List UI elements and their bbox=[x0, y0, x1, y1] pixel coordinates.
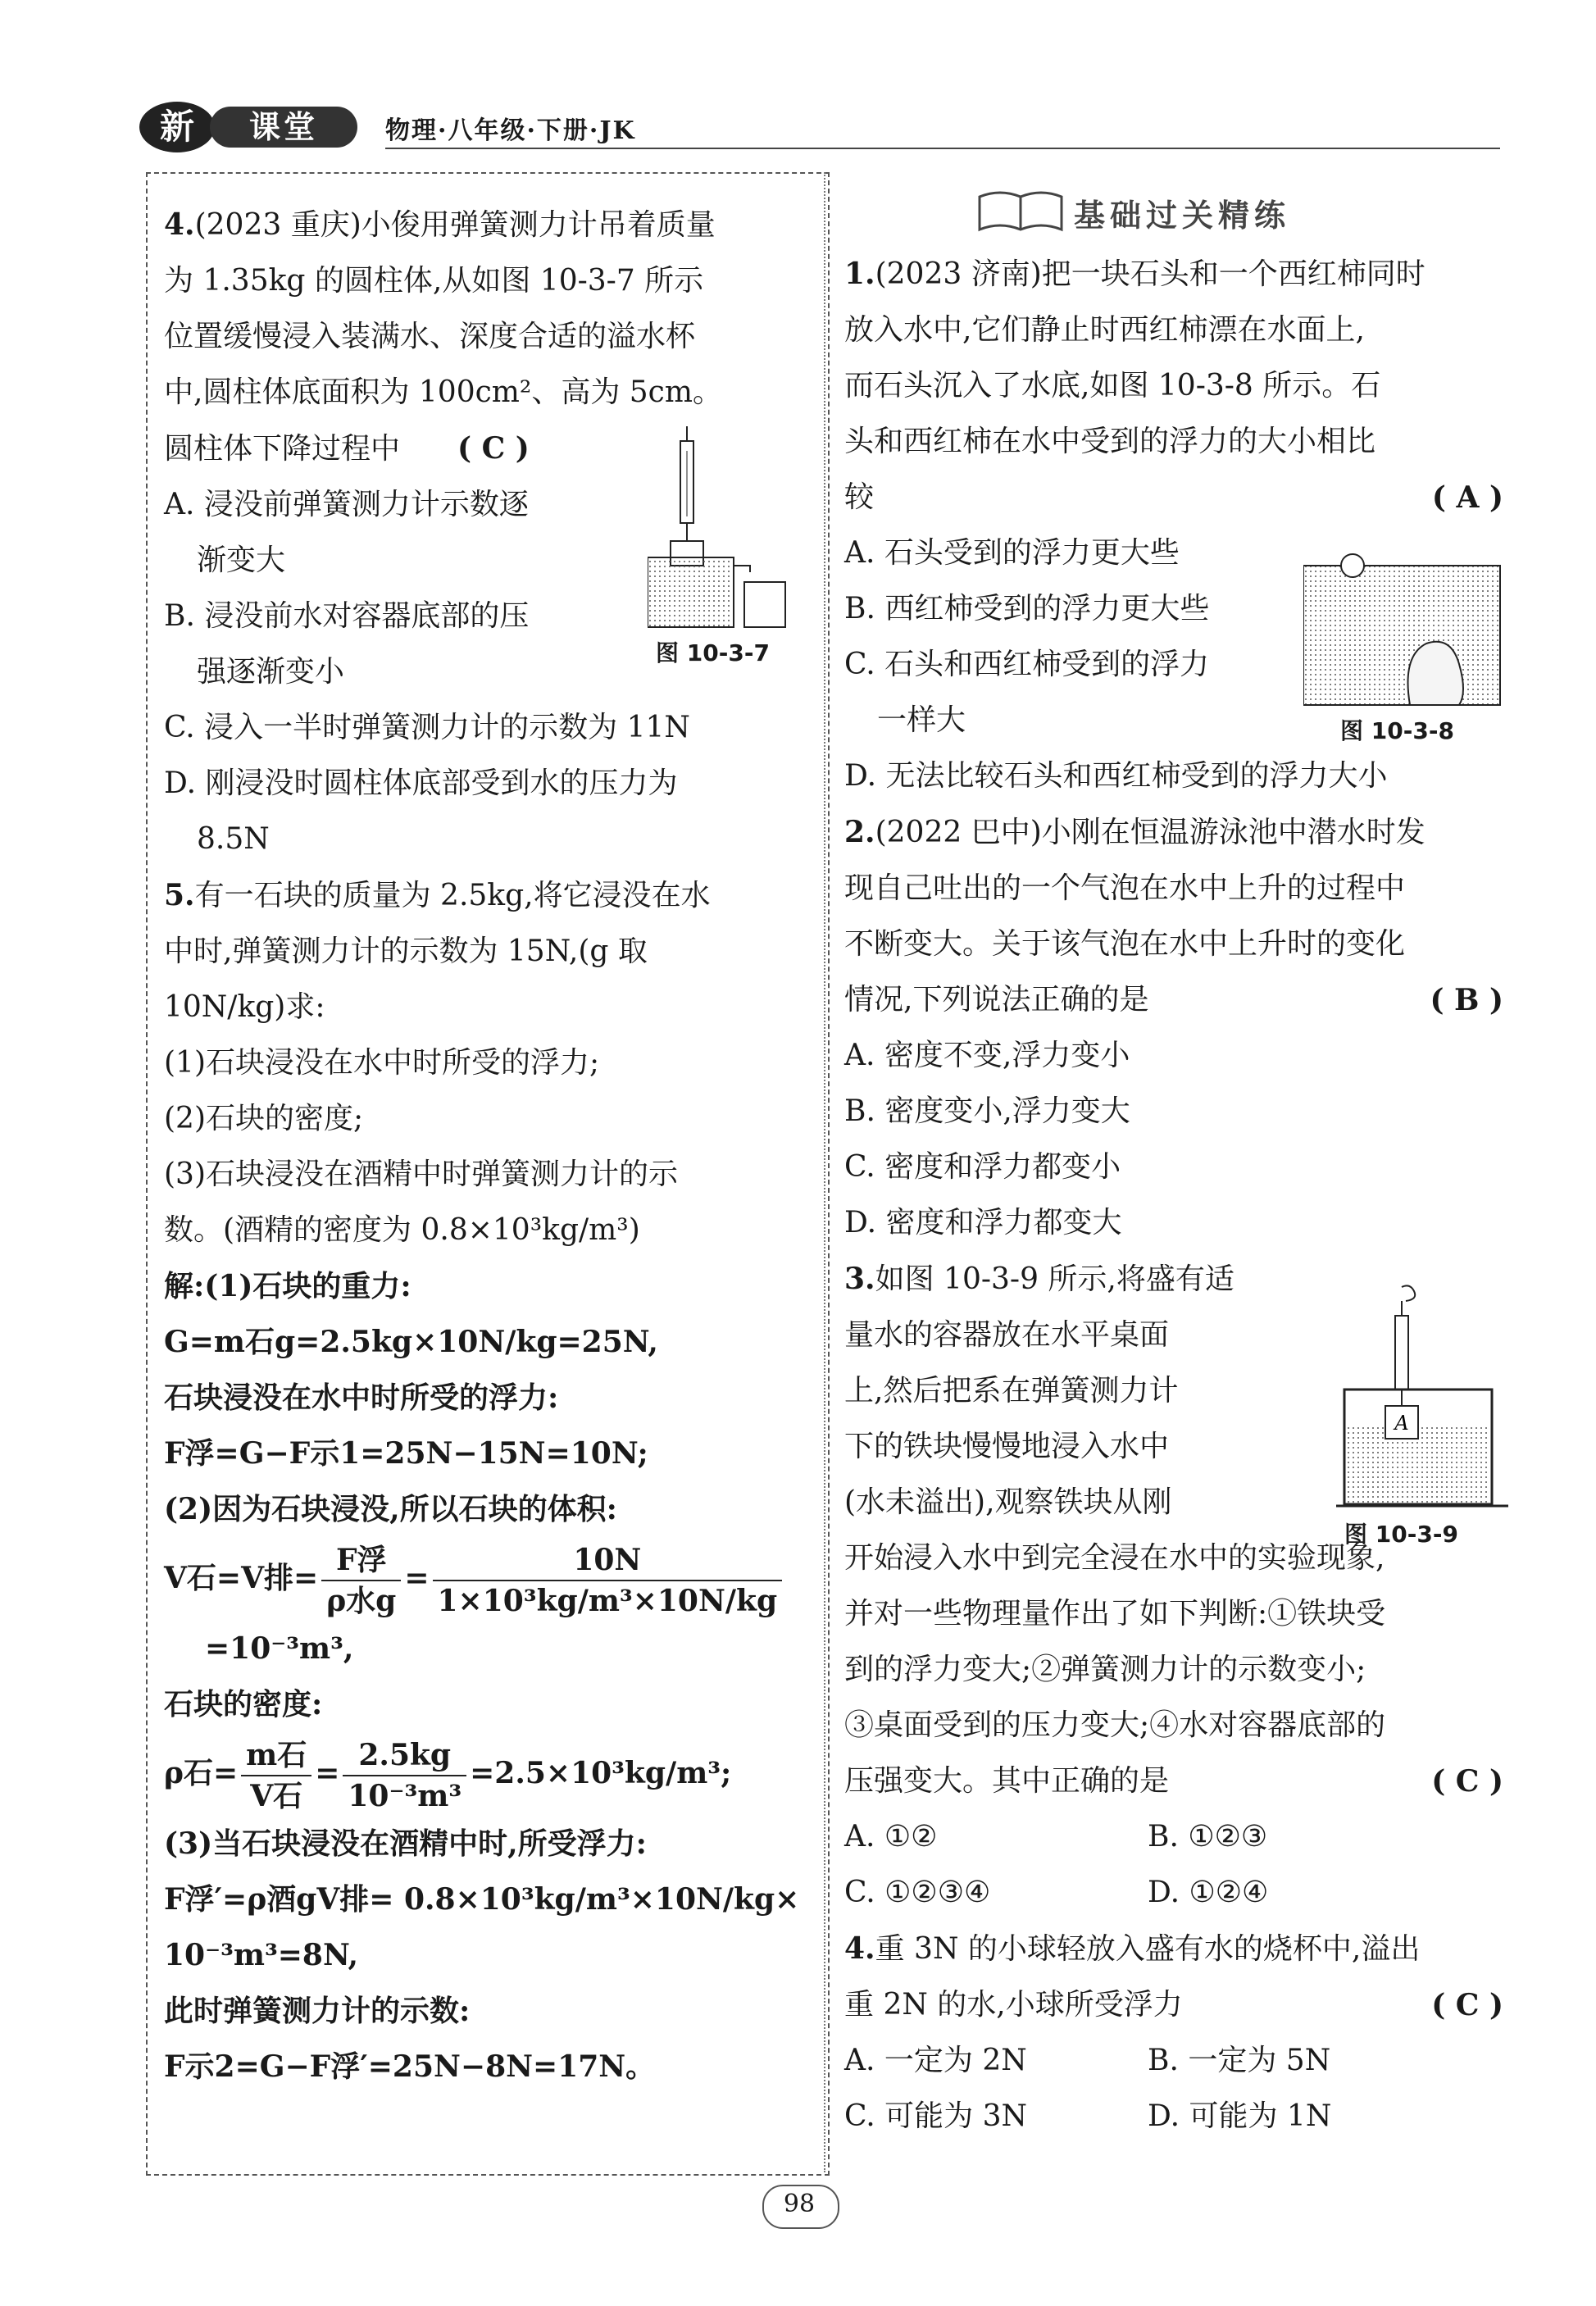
solution-volume-equation bbox=[164, 1537, 812, 1621]
denominator: ρ水g bbox=[326, 1584, 397, 1618]
figure-caption: 图 10-3-7 bbox=[656, 639, 770, 666]
question-text: 头和西红柿在水中受到的浮力的大小相比 bbox=[844, 425, 1376, 458]
answer: ( C ) bbox=[1431, 1764, 1503, 1799]
equals-sign: = bbox=[315, 1756, 340, 1790]
numerator: 10N bbox=[433, 1540, 783, 1581]
option-d: D. 无法比较石头和西红柿受到的浮力大小 bbox=[844, 759, 1388, 793]
question-text: 位置缓慢浸入装满水、深度合适的溢水杯 bbox=[164, 320, 696, 353]
fraction bbox=[321, 1540, 401, 1621]
denominator: V石 bbox=[250, 1779, 303, 1813]
logo-badge: 新 bbox=[139, 102, 215, 152]
question-text: 并对一些物理量作出了如下判断:①铁块受 bbox=[844, 1597, 1386, 1631]
question-text: 较 bbox=[844, 480, 875, 514]
question-text: 量水的容器放在水平桌面 bbox=[844, 1318, 1170, 1352]
solution-line: F示2=G−F浮′=25N−8N=17N。 bbox=[164, 2049, 656, 2084]
option-c: C. ①②③④ bbox=[844, 1876, 991, 1909]
solution-line: (2)因为石块浸没,所以石块的体积: bbox=[164, 1492, 617, 1526]
question-text: 为 1.35kg 的圆柱体,从如图 10-3-7 所示 bbox=[164, 264, 704, 298]
section-title bbox=[975, 185, 1402, 234]
question-text: 10N/kg)求: bbox=[164, 990, 325, 1024]
question-text: ③桌面受到的压力变大;④水对容器底部的 bbox=[844, 1708, 1386, 1742]
denominator: 1×10³kg/m³×10N/kg bbox=[437, 1584, 778, 1618]
question-text: 下的铁块慢慢地浸入水中 bbox=[844, 1430, 1170, 1463]
question-text: 圆柱体下降过程中 bbox=[164, 432, 401, 466]
answer: ( B ) bbox=[1430, 983, 1503, 1017]
figure-label-a: A bbox=[1394, 1412, 1409, 1435]
question-text: 开始浸入水中到完全浸在水中的实验现象, bbox=[844, 1541, 1385, 1575]
option-b: B. 密度变小,浮力变大 bbox=[844, 1094, 1130, 1128]
equation-left: ρ石= bbox=[164, 1756, 239, 1790]
figure-10-3-7 bbox=[648, 426, 812, 672]
header-rule bbox=[385, 148, 1500, 149]
solution-line: 此时弹簧测力计的示数: bbox=[164, 1994, 471, 2028]
fraction bbox=[433, 1540, 783, 1621]
option-d: D. ①②④ bbox=[1148, 1876, 1269, 1909]
question-text: (3)石块浸没在酒精中时弹簧测力计的示 bbox=[164, 1158, 678, 1191]
page-header bbox=[139, 98, 1500, 156]
question-5 bbox=[164, 867, 812, 2095]
answer: ( A ) bbox=[1431, 480, 1503, 515]
page-number bbox=[762, 2185, 836, 2231]
logo-text: 课堂 bbox=[210, 107, 357, 148]
numerator: 2.5kg bbox=[343, 1735, 466, 1776]
question-text: 重 3N 的小球轻放入盛有水的烧杯中,溢出 bbox=[875, 1932, 1421, 1966]
question-text: 如图 10-3-9 所示,将盛有适 bbox=[875, 1262, 1235, 1296]
question-text: (2022 巴中)小刚在恒温游泳池中潜水时发 bbox=[875, 816, 1425, 849]
question-text: (2023 济南)把一块石头和一个西红柿同时 bbox=[875, 257, 1425, 291]
question-number: 2. bbox=[844, 815, 875, 849]
solution bbox=[164, 1258, 812, 2095]
figure-10-3-9 bbox=[1336, 1283, 1508, 1562]
option-c: C. 可能为 3N bbox=[844, 2099, 1027, 2133]
option-a: A. 浸没前弹簧测力计示数逐 bbox=[164, 488, 529, 521]
option-a: A. 石头受到的浮力更大些 bbox=[844, 536, 1180, 570]
question-text: 现自己吐出的一个气泡在水中上升的过程中 bbox=[844, 871, 1406, 905]
open-book-icon bbox=[975, 189, 1066, 233]
option-a: A. 一定为 2N bbox=[844, 2044, 1027, 2077]
equation-left: V石=V排= bbox=[164, 1561, 319, 1595]
question-text: (1)石块浸没在水中时所受的浮力; bbox=[164, 1046, 600, 1080]
question-number: 1. bbox=[844, 257, 875, 291]
solution-line: 石块的密度: bbox=[164, 1687, 323, 1722]
question-2 bbox=[844, 804, 1508, 1251]
option-d: D. 密度和浮力都变大 bbox=[844, 1206, 1122, 1239]
question-text: 数。(酒精的密度为 0.8×10³kg/m³) bbox=[164, 1213, 640, 1247]
denominator: 10⁻³m³ bbox=[348, 1779, 462, 1813]
option-d: D. 可能为 1N bbox=[1148, 2099, 1332, 2133]
answer: ( C ) bbox=[1431, 1988, 1503, 2022]
question-text: (2)石块的密度; bbox=[164, 1102, 364, 1135]
question-number: 5. bbox=[164, 878, 195, 912]
solution-line: 解:(1)石块的重力: bbox=[164, 1269, 412, 1303]
figure-caption: 图 10-3-8 bbox=[1340, 717, 1454, 744]
option-c: C. 密度和浮力都变小 bbox=[844, 1150, 1121, 1184]
answer: ( C ) bbox=[457, 431, 530, 466]
question-text: (水未溢出),观察铁块从刚 bbox=[844, 1485, 1172, 1519]
option-a: A. ①② bbox=[844, 1820, 938, 1853]
question-text: 而石头沉入了水底,如图 10-3-8 所示。石 bbox=[844, 369, 1381, 403]
numerator: F浮 bbox=[321, 1540, 401, 1581]
solution-line: G=m石g=2.5kg×10N/kg=25N, bbox=[164, 1325, 658, 1359]
option-d: D. 刚浸没时圆柱体底部受到水的压力为 bbox=[164, 766, 678, 800]
option-b: B. ①②③ bbox=[1148, 1820, 1268, 1853]
question-text: 压强变大。其中正确的是 bbox=[844, 1764, 1170, 1798]
question-text: 中时,弹簧测力计的示数为 15N,(g 取 bbox=[164, 935, 648, 968]
column-divider bbox=[824, 172, 825, 2172]
question-text: 到的浮力变大;②弹簧测力计的示数变小; bbox=[844, 1653, 1366, 1686]
option-c: C. 石头和西红柿受到的浮力 bbox=[844, 648, 1210, 681]
option-b-cont: 强逐渐变小 bbox=[197, 655, 345, 689]
right-column bbox=[844, 246, 1508, 2145]
solution-line: (3)当石块浸没在酒精中时,所受浮力: bbox=[164, 1826, 647, 1861]
numerator: m石 bbox=[241, 1735, 311, 1776]
option-b: B. 一定为 5N bbox=[1148, 2044, 1331, 2077]
question-text: (2023 重庆)小俊用弹簧测力计吊着质量 bbox=[194, 208, 716, 242]
fraction bbox=[241, 1735, 311, 1816]
question-text: 有一石块的质量为 2.5kg,将它浸没在水 bbox=[194, 879, 711, 912]
question-text: 不断变大。关于该气泡在水中上升时的变化 bbox=[844, 927, 1406, 961]
option-a-cont: 渐变大 bbox=[197, 544, 286, 577]
option-d-cont: 8.5N bbox=[197, 822, 270, 856]
question-number: 3. bbox=[844, 1262, 875, 1296]
equation-right: =2.5×10³kg/m³; bbox=[470, 1756, 732, 1790]
question-text: 放入水中,它们静止时西红柿漂在水面上, bbox=[844, 313, 1365, 347]
stone-tomato-in-water-diagram bbox=[1303, 549, 1508, 713]
solution-line: F浮′=ρ酒gV排= 0.8×10³kg/m³×10N/kg× bbox=[164, 1882, 800, 1917]
option-a: A. 密度不变,浮力变小 bbox=[844, 1039, 1130, 1072]
question-number: 4. bbox=[164, 207, 195, 242]
book-subtitle: 物理·八年级·下册·JK bbox=[385, 116, 636, 145]
solution-line: 10⁻³m³=8N, bbox=[164, 1938, 359, 1972]
option-b: B. 浸没前水对容器底部的压 bbox=[164, 599, 530, 633]
solution-density-equation bbox=[164, 1732, 812, 1816]
spring-scale-overflow-cup-diagram bbox=[648, 426, 812, 631]
equals-sign: = bbox=[404, 1561, 430, 1595]
page-number-text: 98 bbox=[783, 2190, 816, 2218]
question-text: 重 2N 的水,小球所受浮力 bbox=[844, 1988, 1183, 2022]
question-text: 情况,下列说法正确的是 bbox=[844, 983, 1149, 1017]
question-text: 上,然后把系在弹簧测力计 bbox=[844, 1374, 1179, 1408]
section-title-text: 基础过关精练 bbox=[1074, 197, 1291, 234]
option-c-cont: 一样大 bbox=[877, 703, 966, 737]
question-text: 中,圆柱体底面积为 100cm²、高为 5cm。 bbox=[164, 375, 722, 409]
question-number: 4. bbox=[844, 1931, 875, 1966]
iron-block-spring-scale-diagram bbox=[1336, 1283, 1508, 1512]
question-4-right bbox=[844, 1921, 1508, 2145]
solution-line: =10⁻³m³, bbox=[205, 1631, 354, 1666]
figure-caption: 图 10-3-9 bbox=[1344, 1521, 1458, 1548]
solution-line: F浮=G−F示1=25N−15N=10N; bbox=[164, 1436, 648, 1471]
figure-10-3-8 bbox=[1303, 549, 1508, 746]
fraction bbox=[343, 1735, 466, 1816]
solution-line: 石块浸没在水中时所受的浮力: bbox=[164, 1380, 559, 1415]
option-b: B. 西红柿受到的浮力更大些 bbox=[844, 592, 1210, 625]
option-c: C. 浸入一半时弹簧测力计的示数为 11N bbox=[164, 711, 690, 744]
